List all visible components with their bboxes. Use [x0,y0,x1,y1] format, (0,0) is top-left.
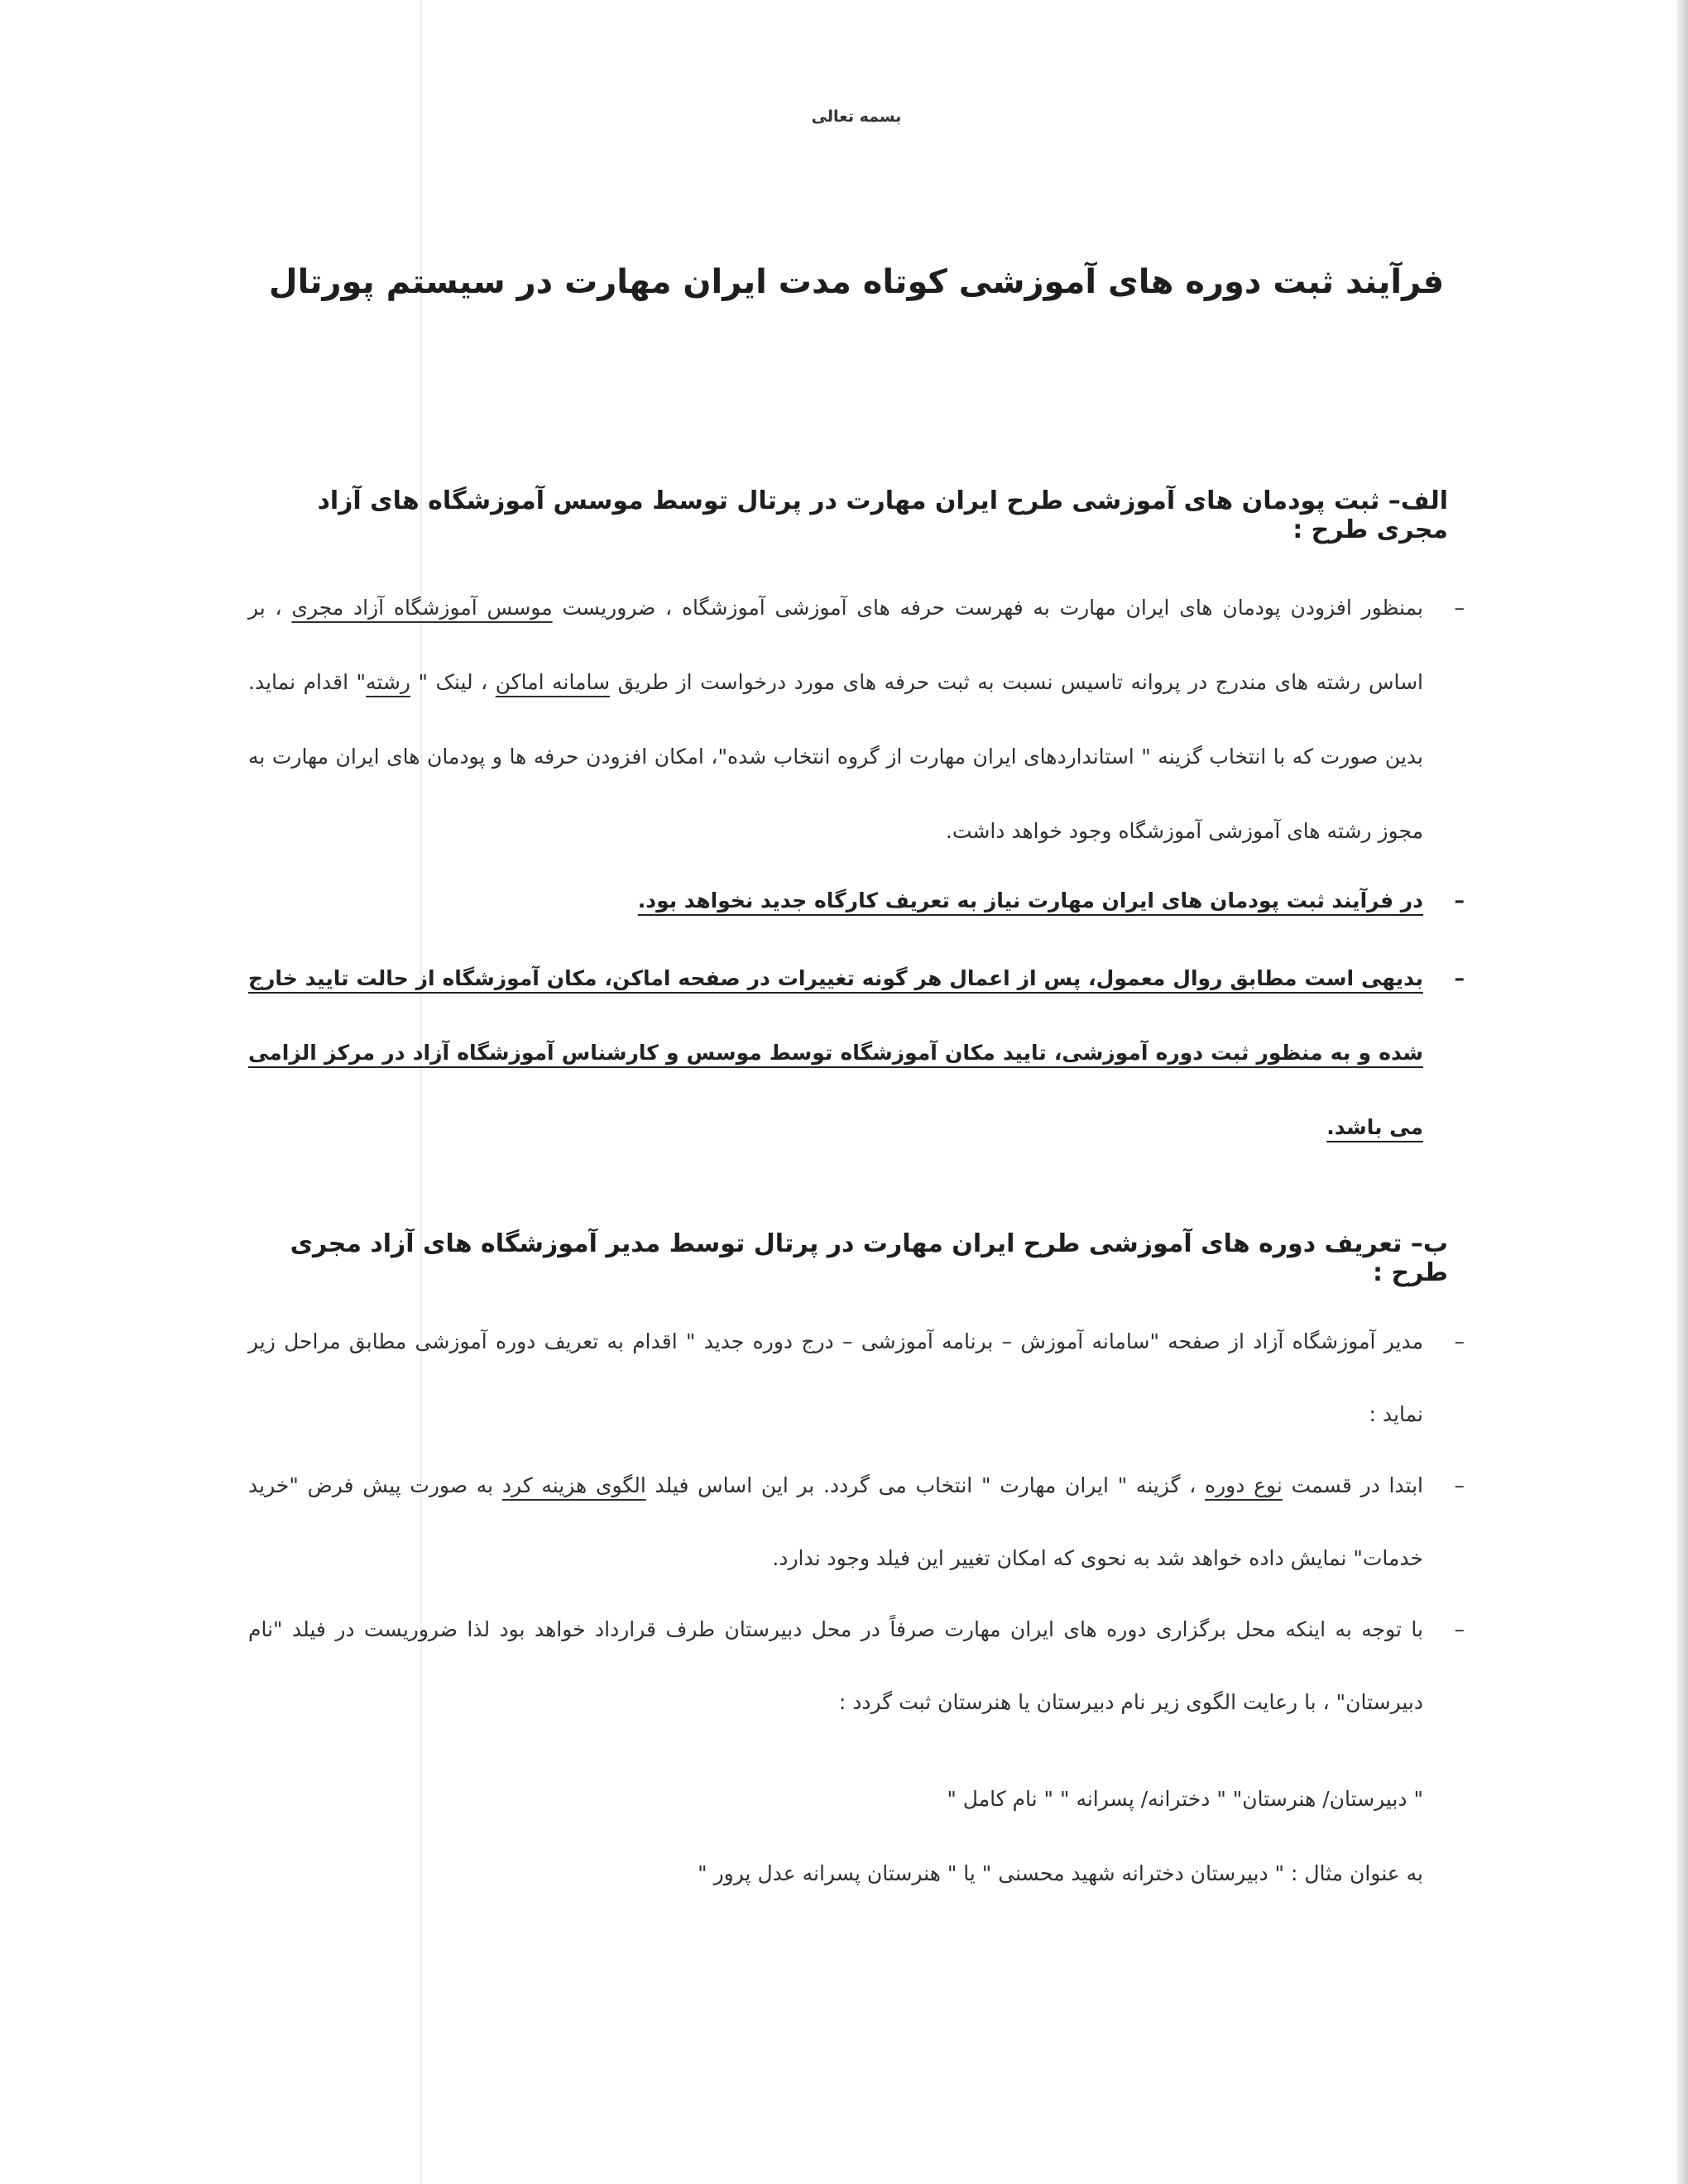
section-a-item-1 [248,571,1465,869]
bullet-dash: – [1454,1329,1465,1353]
bullet-dash: – [1454,596,1465,620]
underlined-term-founder: موسس آموزشگاه آزاد مجری [291,596,553,620]
text-run: به صورت پیش فرض "خرید خدمات" نمایش داده خواهد شد به نحوی که امکان تغییر این فیلد وجود ندارد. [248,1473,1423,1570]
text-run: ابتدا در قسمت [1282,1473,1423,1497]
paragraph-text: بدیهی است مطابق روال معمول، پس از اعمال هر گونه تغییرات در صفحه اماکن، مکان آموزشگاه از حالت تایید خارج شده و به منظور ثبت دوره آموزشی، تایید مکان آموزشگاه توسط موسس و کارشناس آموزشگاه آزاد در مرکز الزامی می باشد. [248,966,1423,1139]
paragraph-text: در فرآیند ثبت پودمان های ایران مهارت نیاز به تعریف کارگاه جدید نخواهد بود. [637,888,1423,912]
basmala: بسمه تعالی [811,108,902,126]
text-run: بمنظور افزودن پودمان های ایران مهارت به فهرست حرفه های آموزشی آموزشگاه ، ضروریست [552,596,1424,620]
text-run: ، بر اساس رشته های مندرج در پروانه تاسیس نسبت به ثبت حرفه های مورد درخواست از طریق [248,596,1423,694]
section-b-item-3 [248,1593,1465,1739]
bullet-dash: – [1454,888,1465,912]
text-run: ، لینک " [410,670,496,694]
document-title: فرآیند ثبت دوره های آموزشی کوتاه مدت ایران مهارت در سیستم پورتال [268,263,1445,301]
underlined-term-amaken-system: سامانه اماکن [495,670,611,694]
section-a-item-2 [248,864,1465,938]
section-a-heading: الف– ثبت پودمان های آموزشی طرح ایران مهارت در پرتال توسط موسس آموزشگاه های آزاد مجری طرح : [317,486,1448,544]
bullet-dash: – [1454,1617,1465,1641]
scan-page-edge [1676,0,1688,2184]
underlined-term-cost-pattern: الگوی هزینه کرد [501,1473,646,1497]
bullet-dash: – [1454,1473,1465,1497]
paragraph-text [248,1449,1423,1595]
paragraph-text: مدیر آموزشگاه آزاد از صفحه "سامانه آموزش – برنامه آموزشی – درج دوره جدید " اقدام به تعریف دوره آموزشی مطابق مراحل زیر نماید : [248,1329,1423,1426]
paragraph-text: با توجه به اینکه محل برگزاری دوره های ایران مهارت صرفاً در محل دبیرستان طرف قرارداد خواهد بود لذا ضروریست در فیلد "نام دبیرستان" ، با رعایت الگوی زیر نام دبیرستان یا هنرستان ثبت گردد : [248,1617,1423,1714]
section-a-item-3 [248,941,1465,1165]
document-page [248,0,1465,2184]
text-run: ، گزینه " ایران مهارت " انتخاب می گردد. بر این اساس فیلد [645,1473,1205,1497]
naming-example: به عنوان مثال : " دبیرستان دخترانه شهید محسنی " یا " هنرستان پسرانه عدل پرور " [698,1861,1423,1885]
paragraph-text [248,571,1423,869]
text-run: " اقدام نماید. بدین صورت که با انتخاب گزینه " استانداردهای ایران مهارت از گروه انتخاب شده"، امکان افزودن حرفه ها و پودمان های ایران مهارت به مجوز رشته های آموزشی آموزشگاه وجود خواهد داشت. [248,670,1423,843]
section-b-item-1 [248,1305,1465,1451]
section-b-heading: ب– تعریف دوره های آموزشی طرح ایران مهارت در پرتال توسط مدیر آموزشگاه های آزاد مجری طرح : [290,1229,1448,1287]
naming-pattern: " دبیرستان/ هنرستان" " دخترانه/ پسرانه " " نام کامل " [947,1787,1423,1811]
section-b-item-2 [248,1449,1465,1595]
underlined-term-field: رشته [366,670,410,694]
bullet-dash: – [1454,966,1465,990]
underlined-term-course-type: نوع دوره [1205,1473,1283,1497]
